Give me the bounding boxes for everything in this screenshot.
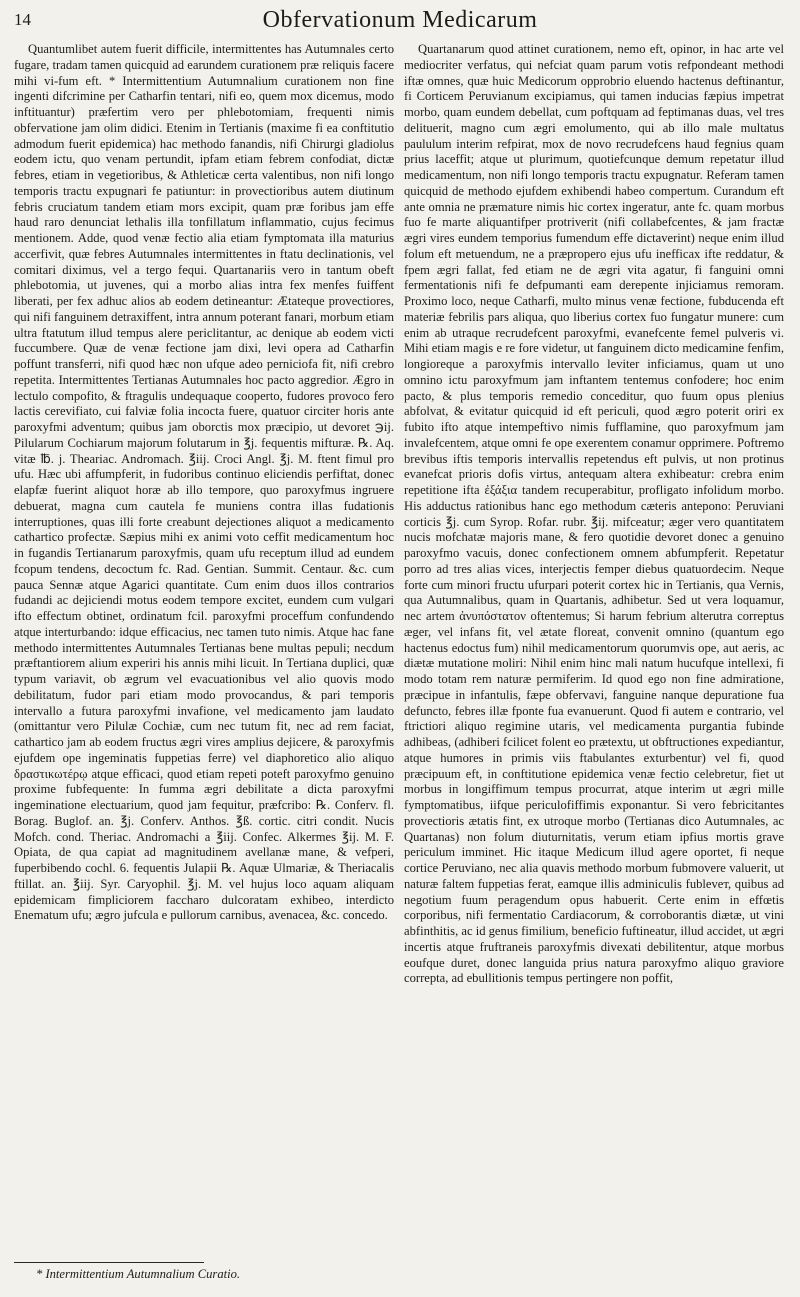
footnote-rule [14,1262,204,1263]
right-column [404,42,784,1289]
right-column-text: Quartanarum quod attinet curationem, nemo eft, opinor, in hac arte vel mediocriter verfatus, qui nefciat quam parum votis refpondeant methodi iftæ omnes, quæ huic Medicorum opprobrio eluendo hactenus deftinantur, fi Corticem Peruvianum excipiamus, qui tamen inducias fæpius impetrat morbo, quam eundem debellat, cum poftquam ad feptimanas duas, vel tres delituerit, magno cum ægri emolumento, qui ab illo male multatus paululum interim refpirat, mox de novo recrudefcens haud fegnius quam prius laceffit; atque ut plurimum, quotiefcunque demum repetatur illud medicamentum, non nifi longo temporis tractu expugnatur. Referam tamen quicquid de methodo ejufdem exhibendi habeo compertum. Curandum eft ante omnia ne præmature nimis hic cortex ingeratur, ante fc. quam morbus fuo fe marte aliquantifper protriverit (nifi collabefcentes, & jam fractæ ægri vires eundem temporius fumendum effe dictaverint) neque enim illud folum eft metuendum, ne a præpropero ejus ufu inefficax ifte reddatur, & fpem ægri fallat, fed etiam ne de ægri vita agatur, fi fanguini omni fermentationis nifi fe defpumanti eam derepente injiciamus remoram. Proximo loco, neque Catharfi, multo minus venæ fectione, fubducenda eft materiæ febrilis pars aliqua, quo liberius cortex fuo fungatur munere: cum enim ab utraque recrudefcent paroxyfmi, evanefcente femel pulveris vi. Mihi etiam magis e re fore videtur, ut fanguinem dicto medicamine fenfim, longioreque a paroxyfmis intervallo leviter inficiamus, quam ut uno omnino ictu paroxyfmum jam inftantem tentemus confodere; hoc enim pacto, & plus temporis remedio conceditur, quo fuum opus plenius abfolvat, & evitatur quicquid id eft periculi, quod ægro poterit oriri ex fubito ifto atque intempeftivo nimis fufflamine, quo paroxyfmum jam invalefcentem, atque omni fe ope exerentem conamur opprimere. Poftremo brevibus iftis temporis intervallis repetendus eft pulvis, ut non protinus evanefcat prioris dofis virtus, antequam altera exhibeatur: crebra enim repetitione ifta ἐξάξια tandem recuperabitur, profligato infolidum morbo. His adductus rationibus hanc ego methodum cæteris antepono: Peruviani corticis ℥j. cum Syrop. Rofar. rubr. ℥ij. mifceatur; æger vero quantitatem nucis mofchatæ majoris mane, & fero quotidie devoret donec a genuino paroxyfmo vacuis, donec confectionem omnem abfumpferit. Repetatur porro ad tres alias vices, interjectis femper diebus quatuordecim. Neque forte cum minori fructu ufurpari poterit cortex hic in Tertianis, qua Vernis, qua Autumnalibus, quam in Quartanis, adhibetur. Sed ut vera loquamur, nec artem ἀνυπόστατον oftentemus; Si harum febrium alterutra correptus æger, vel infans fit, vel ætate floreat, convenit omnino (quantum ego hactenus edoctus fum) nihil medicamentorum quorumvis ope, aut aeris, ac diætæ mutatione moliri: Nihil enim hinc mali natum hucufque intellexi, fi modo totam rem naturæ permiferim. Id quod ego non fine admiratione, præcipue in infantulis, fæpe obfervavi, fanguine nanque depuratione fua defuncto, febres illæ fponte fua evanuerunt. Quod fi autem e contrario, vel ftrictiori aliquo regimine utaris, vel medicamenta purgantia fubinde adhibeas, (adhiberi fcilicet folent eo prætextu, ut obftructiones expediantur, atque humores in primis viis ftabulantes exturbentur) vel fi, quod præcipuum eft, in conftitutione epidemica venæ fectio celebretur, fiet ut morbus in longiffimum tempus procurrat, atque interim ut ægri mille fymptomatibus, iifque periculofiffimis exponantur. Si vero febricitantes provectioris ætatis fint, ex utroque morbo (Tertianas dico Autumnales, ac Quartanas) non folum diuturnitatis, verum etiam ipfius mortis grave periculum imminet. Hic itaque Medicum illud agere oportet, fi neque cortice Peruviano, nec alia quavis methodo morbum fubmovere valuerit, ut naturæ faltem fuppetias ferat, eamque illis adminiculis fubleveт, quibus ad negotium fuum peragendum opus habuerit. Certe enim in effœtis corporibus, nifi fermentatio Cardiacorum, & corroborantis diætæ, ut vini abfinthitis, ac id genus fimilium, beneficio fuftineatur, illud accidet, ut ægri incertis atque fruftraneis paroxyfmis divexati debilitentur, atque morbus eoufque duret, donec languida prius natura paroxyfmo aliquo graviore correpta, ad ebullitionis tempus pertingere non poffit, [404,42,784,986]
footnote: * Intermittentium Autumnalium Curatio. [36,1267,241,1282]
running-title: Obfervationum Medicarum [262,6,538,33]
left-column-text: Quantumlibet autem fuerit difficile, intermittentes has Autumnales certo fugare, tradam tamen quicquid ad earundem curationem præ reliquis facere mihi vi-fum eft. * Intermittentium Autumnalium curationem non fine ingenti difcrimine per Catharfin tentari, nifi eo, quem mox dicemus, modo inftituantur) præfertim vero per phlebotomiam, frequenti nimis obfervatione jam olim didici. Etenim in Tertianis (maxime fi ea conftitutio admodum fuerit epidemica) hac methodo fanandis, nifi Chirurgi gladiolus eodem ictu, quo venam pertundit, ipfam etiam febrem confodiat, dictæ febres, etiam in vegetioribus, & Athleticæ certa valentibus, non nifi longo temporis tractu expugnari fe patiuntur: in provectioribus autem diutinum febris cruciatum tandem etiam mors excipit, quam præ foribus jam effe haud raro denunciat lethalis illa tonfillatum inflammatio, cujus fecimus mentionem. Adde, quod venæ fectio alia etiam fymptomata illa maturius accerfivit, quæ febres Autumnales intermittentes in ftatu declinationis, vel comitari diximus, vel a tergo fequi. Quartanariis vero in tantum obeft phlebotomia, ut juvenes, qui a morbo alias intra fex menfes fuiffent liberati, per fex adhuc alios ab eodem detineantur: Ætateque provectiores, qui nifi fanguinem detraxiffent, intra annum poterant fanari, morbum etiam ultra ftatutum illud tempus alere periclitantur, ac denique ab eodem victi fuccumbere. Quæ de venæ fectione jam dixi, levi opera ad Catharfin poffunt transferri, nifi quod hæc non ufque adeo perniciofa fit, nifi crebro repetita. Intermittentes Tertianas Autumnales hoc pacto aggredior. Ægro in lectulo compofito, & ftragulis undequaque cooperto, fudores provoco fero lactis cerevifiato, cui falviæ folia incocta fuere, quatuor circiter horis ante paroxyfmi adventum; quibus jam oborctis mox præcipio, ut devoret ℈ij. Pilularum Cochiarum majorum folutarum in ℥j. fequentis mifturæ. ℞. Aq. vitæ ℔. j. Theariac. Andromach. ℥iij. Croci Angl. ℥j. M. ftent fimul pro ufu. Hæc ubi affumpferit, in fudoribus continuo eliciendis perfiftat, donec elapfæ fuerint aliquot horæ ab illo tempore, quo paroxyfmus ingruere debuerat, magna cum cautela fe muniens contra illas fudationis interruptiones, quas illi forte creabunt dejectiones aliquot a medicamento cathartico profectæ. Sæpius mihi ex animi voto ceffit medicamentum hoc in fugandis Tertianarum paroxyfmis, quam ufu receptum illud ad eundem fcopum tendens, decoctum fc. Rad. Gentian. Summit. Centaur. &c. cum pauca Sennæ atque Agarici quantitate. Cum enim duos illos contrarios fudandi ac dejiciendi motus eodem tempore excitet, eundem cum vulgari ifto effectum obtinet, ordinatum fcil. paroxyfmi proceffum confundendo atque interturbando: idque efficacius, nec tamen tuto nimis. Atque hac fane methodo intermittentes Autumnales Tertianas bene multas pepuli; necdum præftantiorem alium experiri his annis mihi licuit. In Tertiana duplici, quæ typum variavit, ob ægrum vel evacuationibus vel alio quovis modo debilitatum, fudor pari etiam modo provocandus, & pari temporis intervallo a futura paroxyfmi invafione, vel medicamento jam laudato (omittantur vero Pilulæ Cochiæ, cum nec tutum fit, nec ad rem faciat, cathartico jam ab eodem fructus ægri vires amplius dejicere, & paroxyfmis ejufdem ope ingeminatis fuppetias ferre) vel diaphoretico alio aliquo δραστικωτέρῳ atque efficaci, quod etiam repeti poteft paroxyfmo genuino proxime fubfequente: In fumma ægri debilitate a dicta paroxyfmi ingeminatione electuarium, quod jam fequitur, præfcribo: ℞. Conferv. fl. Borag. Buglof. an. ℥j. Conferv. Anthos. ℥ß. cortic. citri condit. Nucis Mofch. cond. Theriac. Andromachi a ℥iij. Confec. Alkermes ℥ij. M. F. Opiata, de qua capiat ad magnitudinem avellanæ mane, & vefperi, fuperbibendo cochl. 6. fequentis Julapii ℞. Aquæ Ulmariæ, & Theriacalis ftillat. an. ℥iij. Syr. Caryophil. ℥j. M. vel hujus loco aquam aliquam epidemicam fimpliciorem faccharo dulcoratam exhibeo, interdicto Enematum ufu; ægro jufcula e pullorum carnibus, avenacea, &c. concedo. [14,42,394,923]
text-columns [14,42,784,1289]
page-header [14,6,786,34]
page-number: 14 [14,10,31,29]
left-column [14,42,394,1289]
